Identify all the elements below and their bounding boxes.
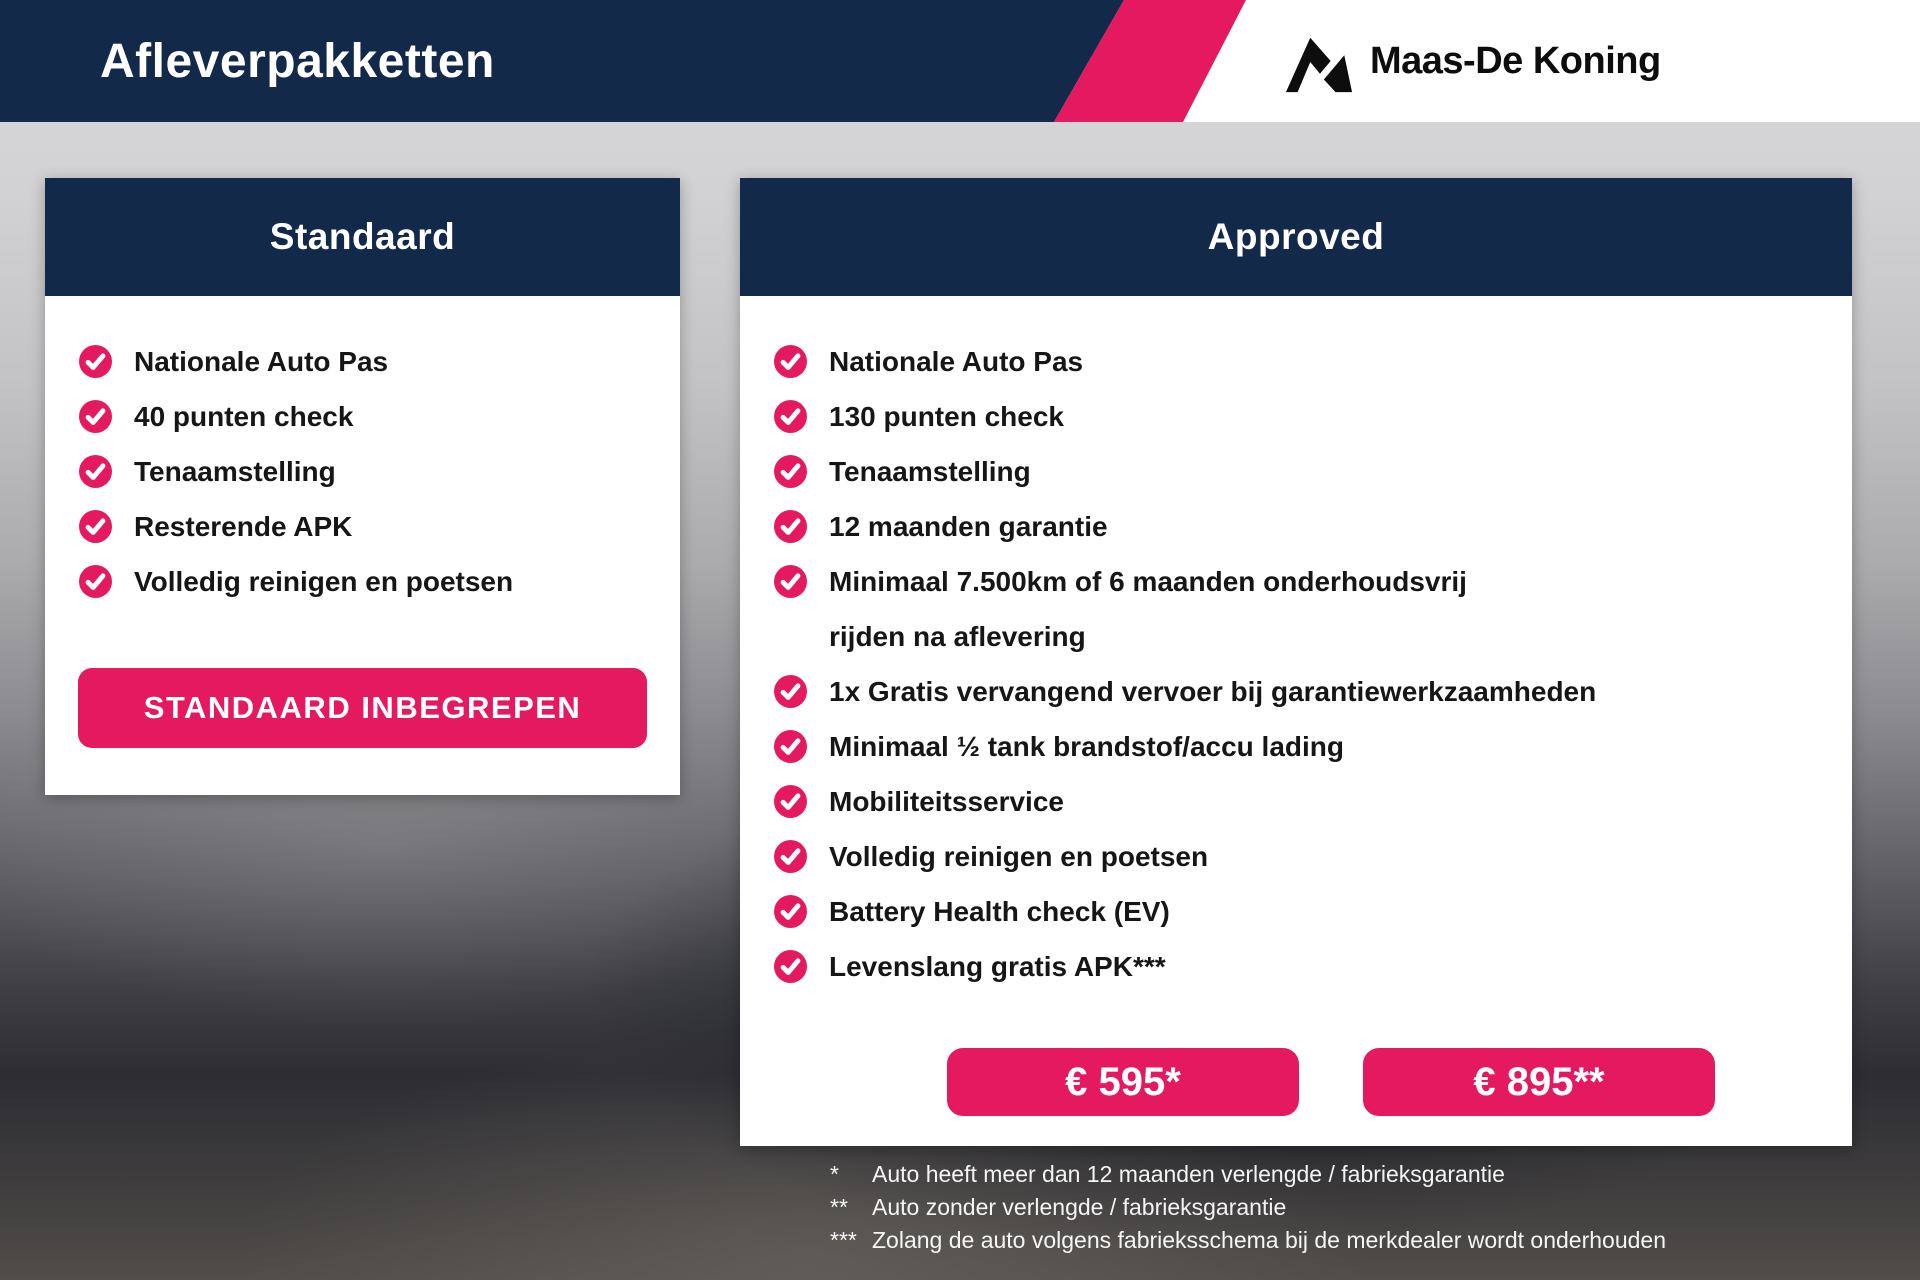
feature-row xyxy=(774,950,1832,983)
feature-row xyxy=(79,345,660,378)
feature-row xyxy=(79,455,660,488)
feature-label: Battery Health check (EV) xyxy=(829,895,1170,927)
card-approved xyxy=(740,178,1852,1146)
feature-label: Minimaal ½ tank brandstof/accu lading xyxy=(829,730,1344,762)
price-button-row xyxy=(775,1048,1887,1116)
check-icon xyxy=(774,675,807,708)
check-icon xyxy=(774,895,807,928)
footnote-row xyxy=(830,1163,1666,1186)
feature-row xyxy=(774,400,1832,433)
footnote-marker: ** xyxy=(830,1194,848,1220)
feature-label: 1x Gratis vervangend vervoer bij garantiewerkzaamheden xyxy=(829,675,1597,707)
card-approved-title: Approved xyxy=(1207,216,1385,257)
feature-row xyxy=(79,565,660,598)
card-approved-header xyxy=(740,178,1852,296)
footnote-text: Auto heeft meer dan 12 maanden verlengde / fabrieksgarantie xyxy=(872,1161,1505,1187)
feature-row xyxy=(774,675,1832,708)
feature-label: Nationale Auto Pas xyxy=(829,345,1084,377)
feature-row xyxy=(774,620,1832,653)
check-icon xyxy=(774,565,807,598)
price-595-button[interactable]: € 595* xyxy=(947,1048,1299,1116)
feature-label: 40 punten check xyxy=(134,400,354,432)
feature-row xyxy=(774,455,1832,488)
feature-label: Volledig reinigen en poetsen xyxy=(829,840,1209,872)
price-895-button[interactable]: € 895** xyxy=(1363,1048,1715,1116)
check-icon xyxy=(79,510,112,543)
check-icon xyxy=(79,565,112,598)
feature-label: Nationale Auto Pas xyxy=(134,345,389,377)
standaard-inbegrepen-button[interactable]: STANDAARD INBEGREPEN xyxy=(78,668,647,748)
feature-row xyxy=(774,510,1832,543)
footnote-marker: *** xyxy=(830,1227,857,1253)
feature-row xyxy=(774,730,1832,763)
card-standaard-header xyxy=(45,178,680,296)
standaard-feature-list xyxy=(45,296,680,598)
check-icon xyxy=(774,730,807,763)
approved-feature-list xyxy=(740,296,1852,983)
check-icon xyxy=(774,455,807,488)
footnote-text: Auto zonder verlengde / fabrieksgarantie xyxy=(872,1194,1287,1220)
feature-label: Minimaal 7.500km of 6 maanden onderhoudsvrij xyxy=(829,565,1467,597)
feature-label: Tenaamstelling xyxy=(134,455,336,487)
feature-row xyxy=(774,895,1832,928)
footnotes xyxy=(830,1163,1666,1262)
check-icon xyxy=(774,400,807,433)
feature-label: 12 maanden garantie xyxy=(829,510,1108,542)
brand-m-icon xyxy=(1284,33,1354,93)
footnote-text: Zolang de auto volgens fabrieksschema bij de merkdealer wordt onderhouden xyxy=(872,1227,1666,1253)
feature-label: Volledig reinigen en poetsen xyxy=(134,565,514,597)
feature-row xyxy=(774,840,1832,873)
brand-logo xyxy=(1284,0,1661,122)
feature-label: Levenslang gratis APK*** xyxy=(829,950,1166,982)
check-icon xyxy=(79,455,112,488)
feature-row xyxy=(79,510,660,543)
page-title: Afleverpakketten xyxy=(100,34,495,88)
check-icon xyxy=(774,345,807,378)
feature-label: rijden na aflevering xyxy=(829,620,1086,652)
check-icon xyxy=(774,840,807,873)
check-icon xyxy=(79,400,112,433)
brand-name: Maas-De Koning xyxy=(1370,39,1661,82)
card-standaard-title: Standaard xyxy=(269,216,456,257)
footnote-row xyxy=(830,1196,1666,1219)
top-bar xyxy=(0,0,1920,122)
check-icon xyxy=(79,345,112,378)
check-icon xyxy=(774,785,807,818)
feature-row xyxy=(774,785,1832,818)
card-standaard xyxy=(45,178,680,795)
feature-row xyxy=(774,565,1832,598)
check-icon xyxy=(774,950,807,983)
feature-row xyxy=(79,400,660,433)
feature-row xyxy=(774,345,1832,378)
footnote-row xyxy=(830,1229,1666,1252)
feature-label: Resterende APK xyxy=(134,510,353,542)
feature-label: 130 punten check xyxy=(829,400,1064,432)
check-icon xyxy=(774,510,807,543)
feature-label: Tenaamstelling xyxy=(829,455,1031,487)
footnote-marker: * xyxy=(830,1161,839,1187)
feature-label: Mobiliteitsservice xyxy=(829,785,1064,817)
